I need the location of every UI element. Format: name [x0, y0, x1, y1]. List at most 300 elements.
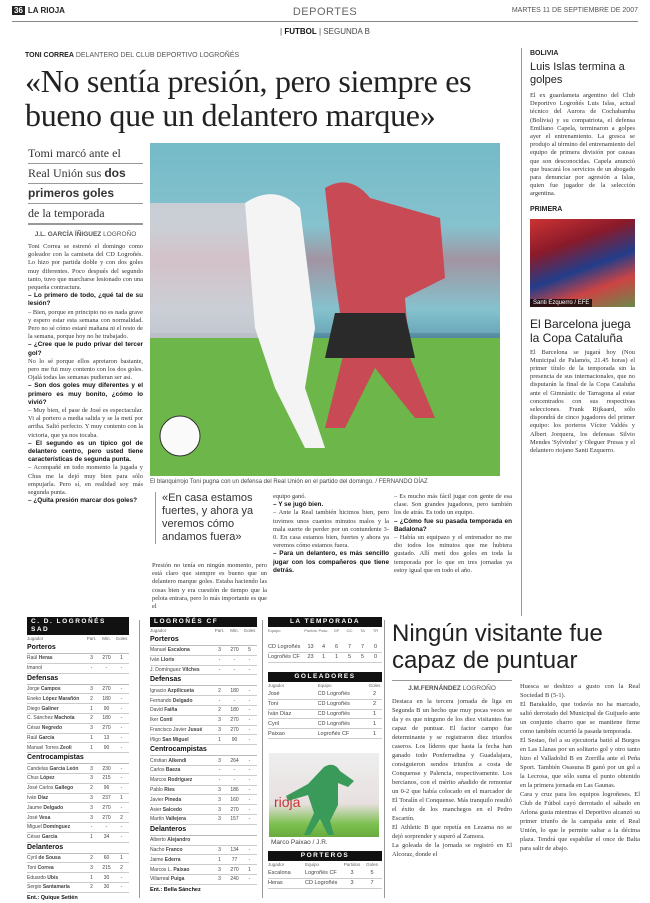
player-name [150, 706, 212, 714]
sidebar-text: El Barcelona se jugará hoy (Nou Municipal de Palamós, 21.45 horas) el primer título de la temporada sin la presencia de sus internacionales, que no disputarán la final de la Copa Cataluña ante el Gimnàstic de Tarragona al estar concentrados con sus respectivas selecciones. Frank Rijkaard, sólo dispondrá de cinco jugadores del primer equipo: los porteros Víctor Valdés y Albert Jorquera, los defensas Silvio Mendes 'Sylvinho' y Oleguer Presas y el delantero riojano Santi Ezquerro. [530, 348, 635, 455]
cell: Iván Díaz [268, 710, 292, 717]
player-name [27, 724, 84, 732]
cell: Logroñés CF [305, 870, 337, 877]
table-row [150, 726, 257, 736]
table-row [27, 863, 129, 873]
surname: García León [49, 765, 79, 772]
table-title: C. D. LOGROÑÉS SAD [27, 617, 129, 635]
sidebar-photo-caption: Santi Ezquerro / EFE [530, 299, 592, 307]
subtitle-bold: dos [104, 166, 126, 180]
table-row [150, 875, 257, 885]
subtitle-part: Real Unión sus [28, 166, 102, 180]
interview-col-2 [273, 493, 389, 575]
cell: Logroñés CF [268, 654, 300, 661]
stat-cell: 1 [120, 655, 123, 662]
stat-cell: 2 [218, 707, 221, 714]
stat-cell: 186 [230, 786, 239, 793]
first-name: Manuel Torres [27, 744, 60, 751]
stat-cell: 180 [102, 715, 111, 722]
stat-cell: 240 [230, 876, 239, 883]
cell: 1 [321, 654, 326, 661]
first-name: Marcos [150, 777, 168, 784]
paper-name: LA RIOJA [27, 6, 65, 15]
answer: – Había un equipazo y el entrenador no me dio todos los minutos que me hubiera gustado. Allí metí dos goles en toda la temporada por lo que en tres jornadas ya estoy igual que en todo el año. [394, 534, 512, 574]
surname: Faiña [164, 707, 178, 714]
surname: Jusué [187, 726, 203, 733]
surname: Ubis [47, 874, 59, 881]
position-group: Porteros [27, 643, 129, 654]
surname: Domínguez [43, 824, 71, 831]
first-name: Eduardo [27, 874, 48, 881]
stat-cell: - [120, 685, 123, 692]
table-row [27, 774, 129, 784]
first-name: Asier [150, 806, 163, 813]
table-divider [139, 620, 140, 898]
stat-cell: 3 [218, 846, 221, 853]
column-header: Part. [214, 628, 225, 633]
player-name [150, 757, 212, 765]
stat-cell: - [248, 726, 251, 733]
player-name [27, 705, 84, 713]
surname: San Miguel [162, 736, 189, 743]
first-name: C. Sánchez [27, 715, 55, 722]
column-header: GC [346, 628, 353, 633]
stat-cell: 3 [218, 816, 221, 823]
sidebar-text: El ex guardameta argentino del Club Deportivo Logroñés Luis Islas, actual técnico del Aurora de Cochabamba (Bolivia) y su compatriota, el defensa Emiliano Capela, terminaron a golpes ayer el entrenamiento. La gresca se produjo al término del entrenamiento del equipo de primera división por causas que son desconocidas. Capela anunció que buscará los servicios de un abogado para denunciar por agresión a Islas, quien fue jugador de la selección argentina. [530, 92, 635, 198]
cell: 1 [372, 710, 377, 717]
byline-author: J.L. GARCÍA ÍÑIGUEZ [34, 231, 102, 238]
interview-col-1-cont [152, 562, 267, 611]
position-group: Centrocampistas [150, 745, 257, 756]
question: – Lo primero de todo, ¿qué tal de su lesión? [28, 292, 143, 308]
stat-cell: - [120, 824, 123, 831]
surname: Ries [164, 786, 175, 793]
stat-cell: - [120, 785, 123, 792]
first-name: Marcos L. [150, 866, 174, 873]
cell: 1 [334, 654, 339, 661]
column-header: Jugador [268, 862, 285, 867]
stat-cell: - [105, 824, 108, 831]
surname: Vesa [38, 814, 51, 821]
player-name [27, 854, 84, 862]
first-name: Alberto [150, 837, 168, 844]
player-name [27, 784, 84, 792]
surname: Franco [165, 846, 183, 853]
stat-cell: 2 [90, 715, 93, 722]
player-name [150, 697, 212, 705]
table-row [150, 666, 257, 676]
sidebar-divider [521, 48, 522, 616]
player-name [150, 736, 212, 744]
surname: Pineda [164, 796, 182, 803]
stat-cell: 134 [230, 846, 239, 853]
stat-cell: - [218, 666, 221, 673]
table-row [150, 836, 257, 846]
player-image [269, 753, 379, 837]
stat-cell: 96 [103, 785, 110, 792]
column-header: Min. [102, 636, 111, 641]
stat-cell: 270 [230, 726, 239, 733]
table-row [150, 686, 257, 696]
column-header: Goles [368, 683, 381, 688]
stat-cell: 3 [218, 647, 221, 654]
stat-cell: - [120, 665, 123, 672]
table-row [27, 743, 129, 753]
stat-cell: 180 [230, 707, 239, 714]
stat-cell: 1 [120, 854, 123, 861]
answer: – Muy bien, el pase de José es espectacular. Vi al portero a media salida y se la metí por arriba. Salió perfecto. Y muy contento con la victoria, que ya nos tocaba. [28, 407, 143, 439]
answer: equipo ganó. [273, 493, 307, 500]
stat-cell: - [120, 705, 123, 712]
stat-cell: 270 [102, 685, 111, 692]
stat-cell: 3 [90, 794, 93, 801]
stat-cell: 270 [230, 806, 239, 813]
surname: Delgado [43, 804, 64, 811]
stat-cell: 1 [90, 834, 93, 841]
surname: Santamaría [42, 884, 70, 891]
cell: CD Logroñés [317, 691, 350, 698]
first-name: Jaume [27, 804, 44, 811]
sidebar-kicker: PRIMERA [530, 205, 563, 213]
cell: 1 [372, 730, 377, 737]
first-name: Jaime [150, 856, 165, 863]
stat-cell: - [233, 767, 236, 774]
byline-author: J.M.FERNÁNDEZ [408, 685, 461, 692]
stat-cell: 77 [231, 856, 238, 863]
first-name: Raúl [27, 655, 39, 662]
cell: 5 [360, 654, 365, 661]
position-group: Defensas [150, 675, 257, 686]
cell: 23 [307, 654, 314, 661]
surname: Heras [38, 655, 53, 662]
stat-cell: 3 [218, 796, 221, 803]
table-row [150, 805, 257, 815]
table-row [150, 776, 257, 786]
stat-cell: - [120, 744, 123, 751]
stat-cell: - [218, 767, 221, 774]
player-name [27, 654, 84, 662]
kicker [25, 52, 239, 59]
player-name [150, 875, 212, 883]
table-row [27, 685, 129, 695]
interview-col-1 [28, 243, 143, 506]
stat-cell: 1 [218, 736, 221, 743]
stat-cell: 270 [102, 804, 111, 811]
table-title: LA TEMPORADA [268, 617, 382, 627]
stat-cell: - [248, 806, 251, 813]
scorer-photo-caption: Marco Paixao / J.R. [271, 839, 328, 846]
first-name: Diego [27, 705, 42, 712]
table-row [268, 879, 382, 889]
photo-caption: El blanquirrojo Toni pugna con un defensa del Real Unión en el partido del domingo. / FERNANDO DÍAZ [150, 479, 428, 485]
table-row [150, 706, 257, 716]
table-header [268, 682, 382, 690]
stat-cell: 5 [248, 647, 251, 654]
stat-cell: - [248, 687, 251, 694]
stat-cell: 3 [218, 876, 221, 883]
table-cd-logrones [27, 617, 129, 903]
player-name [150, 815, 212, 823]
surname: Negredo [41, 725, 63, 732]
cell: 3 [350, 880, 354, 887]
surname: Vilches [182, 666, 200, 673]
table-row [27, 664, 129, 674]
table-row [27, 714, 129, 724]
first-name: Iñigo [150, 736, 163, 743]
question: – Para un delantero, es más sencillo jugar con los compañeros que tiene detrás. [273, 550, 389, 574]
player-name [150, 856, 212, 864]
player-name [150, 666, 212, 674]
first-name: Imanol [27, 665, 43, 672]
stat-cell: 3 [218, 757, 221, 764]
column-header: Equipo [268, 628, 281, 633]
article-col-1: Destaca en la tercera jornada de liga en Segunda B un hecho que muy pocas veces se da y es que ninguno de los diez visitantes fue capaz de puntuar. El factor campo fue determinante y se registraron diez triunfos caseros. Los líderes que hasta la fecha han ganado todo Ponferradina y Guadalajara, consiguieron sendos triunfos a costa de Conquense y Palencia, respectivamente. Los bercianos, con el mérito añadido de remontar un 0-2 que había colocado en el marcador de El Toralín el Conquense. Más tranquilo resultó el éxito de los manchegos en el Pedro Escartín. El Athletic B que repetía en Lezama no se dejó sorprender y superó al Zamora. La goleada de la jornada se registró en El Alcoraz, donde el [392, 698, 512, 858]
stat-cell: 3 [90, 685, 93, 692]
cell: Cyril [268, 720, 279, 727]
player-name [27, 774, 84, 782]
question: – ¿Cree que le pudo privar del tercer gol? [28, 341, 143, 357]
stat-cell: - [248, 707, 251, 714]
table-row [27, 813, 129, 823]
first-name: Miguel [27, 824, 44, 831]
answer: Toni Correa se estrenó el domingo como goleador con la camiseta del CD Logroñés. Lo hizo por partida doble y con dos goles muy diferentes. Poco después del segundo tanto, tuvo que marcharse lesionado con una pequeña contractura. [28, 243, 143, 292]
player-name [150, 656, 212, 664]
stat-cell: 3 [90, 804, 93, 811]
table-row [150, 696, 257, 706]
column-header: Jugador [150, 628, 167, 633]
surname: Delgado [172, 697, 193, 704]
section-title: DEPORTES [292, 6, 358, 18]
stat-cell: - [233, 666, 236, 673]
table-row [27, 833, 129, 843]
article-col-2: Huesca se deshizo a gusto con la Real Sociedad B (5-1). El Barakaldo, que todavía no ha marcado, salió derrotado del Municipal de Guijuelo ante un conjunto charro que se mantiene firme como también ocurrió la pasada temporada. El Sestao, fiel a su ejecutoria batió al Burgos en Las Llanas por un solitario gol y otro tanto hizo el Valladolid B en Zorrilla ante el Peña Sport. También Osasuna B ganó por un gol a la Lecrosa, que sólo suma el punto obtenido en la primera jornada en Las Gaunas. Cara y cruz para los equipos logroñeses. El Club de Fútbol cayó derrotado el sábado en Arlona gusta mientras el Deportivo alcanzó su primer triunfo de la campaña ante el Real Unión, lo que le permite saltar a la décima plaza. Tendrá que espabilar el once de Balta para salir de abajo. [520, 683, 640, 852]
surname: Salcedo [162, 806, 182, 813]
player-name [150, 646, 212, 654]
stat-cell: - [248, 816, 251, 823]
question: – ¿Cómo fue su pasada temporada en Badalona? [394, 517, 512, 533]
stat-cell: - [120, 884, 123, 891]
player-name [150, 866, 212, 874]
cell: CD Logroñés [317, 720, 350, 727]
table-row [150, 846, 257, 856]
player-name [27, 765, 84, 773]
table-logrones-cf [150, 617, 257, 895]
stat-cell: 160 [230, 796, 239, 803]
table-row [150, 656, 257, 666]
cell: 5 [347, 654, 352, 661]
first-name: Iván [27, 794, 38, 801]
table-row [150, 766, 257, 776]
sidebar-title: Luis Islas termina a golpes [530, 61, 625, 86]
first-name: J. Domínguez [150, 666, 183, 673]
player-name [150, 846, 212, 854]
table-row [268, 710, 382, 720]
cell: José [268, 691, 280, 698]
surname: López Marañón [42, 695, 80, 702]
table-row [268, 690, 382, 700]
subtitle-line: Tomi marcó ante el [28, 144, 143, 164]
cell: Logroñés CF [317, 730, 350, 737]
cell: 2 [372, 701, 377, 708]
first-name: Chus [27, 775, 41, 782]
stat-cell: - [248, 717, 251, 724]
surname: Gallego [54, 785, 74, 792]
football-players-image [150, 143, 500, 476]
date: MARTES 11 DE SEPTIEMBRE DE 2007 [511, 7, 638, 14]
stat-cell: - [248, 657, 251, 664]
player-name [27, 804, 84, 812]
position-group: Porteros [150, 635, 257, 646]
stat-cell: 1 [90, 734, 93, 741]
player-name [150, 806, 212, 814]
stat-cell: - [120, 765, 123, 772]
table-scorers [268, 672, 382, 739]
stat-cell: 264 [230, 757, 239, 764]
table-divider [384, 620, 385, 898]
scorer-photo [269, 753, 379, 837]
cell: 3 [350, 870, 354, 877]
stat-cell: - [248, 666, 251, 673]
player-name [150, 716, 212, 724]
column-header: Puntos [304, 628, 317, 633]
column-header: GF [333, 628, 340, 633]
first-name: Toni [27, 864, 38, 871]
page-num: 36 [14, 6, 23, 15]
table-row [150, 815, 257, 825]
stat-cell: 3 [218, 717, 221, 724]
table-row [27, 883, 129, 893]
table-row [27, 654, 129, 664]
stat-cell: 3 [90, 655, 93, 662]
cell: Heras [268, 880, 283, 887]
table-header [268, 861, 382, 869]
cell: 7 [347, 644, 352, 651]
table-row [150, 855, 257, 865]
surname: Machota [54, 715, 75, 722]
player-name [27, 883, 84, 891]
column-header: TR [372, 628, 379, 633]
stat-cell: 180 [230, 687, 239, 694]
column-header: Part. [86, 636, 97, 641]
first-name: Cyril [27, 854, 39, 861]
subsection: | FUTBOL | SEGUNDA B [280, 27, 370, 36]
stat-cell: - [248, 757, 251, 764]
surname: Díaz [37, 794, 49, 801]
stat-cell: - [248, 796, 251, 803]
subsection-sub: SEGUNDA B [323, 27, 370, 36]
stat-cell: - [120, 715, 123, 722]
surname: Lloris [160, 657, 175, 664]
stat-cell: - [248, 736, 251, 743]
first-name: Javier [150, 796, 165, 803]
stat-cell: 3 [90, 814, 93, 821]
table-row [268, 653, 382, 663]
stat-cell: - [218, 697, 221, 704]
question: – Son dos goles muy diferentes y el primero es muy bonito, ¿cómo lo vivió? [28, 382, 143, 406]
subtitle [28, 144, 143, 224]
table-row [150, 795, 257, 805]
stat-cell: - [218, 777, 221, 784]
svg-text:rioja: rioja [274, 794, 301, 810]
stat-cell: - [120, 874, 123, 881]
sidebar-title: El Barcelona juega la Copa Cataluña [530, 316, 631, 345]
first-name: Francisco Javier [150, 726, 188, 733]
stat-cell: 1 [90, 744, 93, 751]
stat-cell: - [120, 804, 123, 811]
byline-place: LOGROÑO [462, 685, 496, 692]
answer: – Es mucho más fácil jugar con gente de esa clase. Son grandes jugadores, pero también los de atrás. Es todo un equipo. [394, 493, 512, 517]
surname: López [40, 775, 55, 782]
table-row [27, 854, 129, 864]
cell: 4 [321, 644, 326, 651]
table-row [150, 646, 257, 656]
surname: Azpilicueta [167, 687, 194, 694]
stat-cell: 1 [90, 874, 93, 881]
table-header [27, 635, 129, 643]
column-header: Equipo [317, 683, 332, 688]
stat-cell: - [90, 824, 93, 831]
column-header: Min. [230, 628, 239, 633]
interview-col-3 [394, 493, 512, 575]
stat-cell: - [120, 725, 123, 732]
kicker-role: DELANTERO DEL CLUB DEPORTIVO LOGROÑÉS [75, 52, 240, 59]
pull-quote: «En casa estamos fuertes, y ahora ya veremos cómo andamos fuera» [155, 492, 267, 544]
stat-cell: 3 [90, 775, 93, 782]
table-row [268, 719, 382, 729]
stat-cell: 1 [248, 866, 251, 873]
table-header [150, 627, 257, 635]
cell: CD Logroñés [317, 710, 350, 717]
table-row [150, 716, 257, 726]
table-divider [262, 620, 263, 898]
stat-cell: - [233, 657, 236, 664]
table-row [268, 643, 382, 653]
answer: No lo sé porque ellos apretaron bastante, pero me fui muy contento con los dos goles. Ojalá todas las semanas pudieran ser así. [28, 357, 143, 382]
first-name: Ignacio [150, 687, 168, 694]
player-name [150, 836, 212, 844]
table-season [268, 617, 382, 663]
player-name [150, 786, 212, 794]
answer: – Bien, porque en principio no es nada grave y espero estar esta semana con normalidad. Pero no sé cómo estaré mañana ni el resto de la semana, porque hoy no he trabajado. [28, 308, 143, 341]
subtitle-line [28, 184, 143, 204]
first-name: José [27, 814, 39, 821]
cell: 0 [373, 654, 378, 661]
byline-place: LOGROÑO [103, 231, 137, 238]
stat-cell: 3 [90, 864, 93, 871]
stat-cell: 215 [102, 775, 111, 782]
stat-cell: 2 [218, 687, 221, 694]
stat-cell: 2 [90, 884, 93, 891]
stat-cell: - [248, 856, 251, 863]
player-name [27, 734, 84, 742]
first-name: Candelas [27, 765, 50, 772]
first-name: Fernando [150, 697, 173, 704]
stat-cell: 30 [103, 884, 110, 891]
surname: Puiga [170, 876, 185, 883]
cell: CD Logroñés [317, 701, 350, 708]
stat-cell: 270 [230, 717, 239, 724]
stat-cell: - [120, 695, 123, 702]
subsection-main: FUTBOL [284, 27, 317, 36]
table-row [27, 694, 129, 704]
stat-cell: - [105, 665, 108, 672]
surname: Correa [37, 864, 54, 871]
table-row [27, 764, 129, 774]
surname: Alejandro [167, 837, 191, 844]
first-name: Manuel [150, 647, 168, 654]
answer: – Acompañé en todo momento la jugada y Chus me la dejó muy bien para sólo empujarla. Pero sí, en realidad soy más segunda punta. [28, 464, 143, 497]
cell: Escalona [268, 870, 291, 877]
